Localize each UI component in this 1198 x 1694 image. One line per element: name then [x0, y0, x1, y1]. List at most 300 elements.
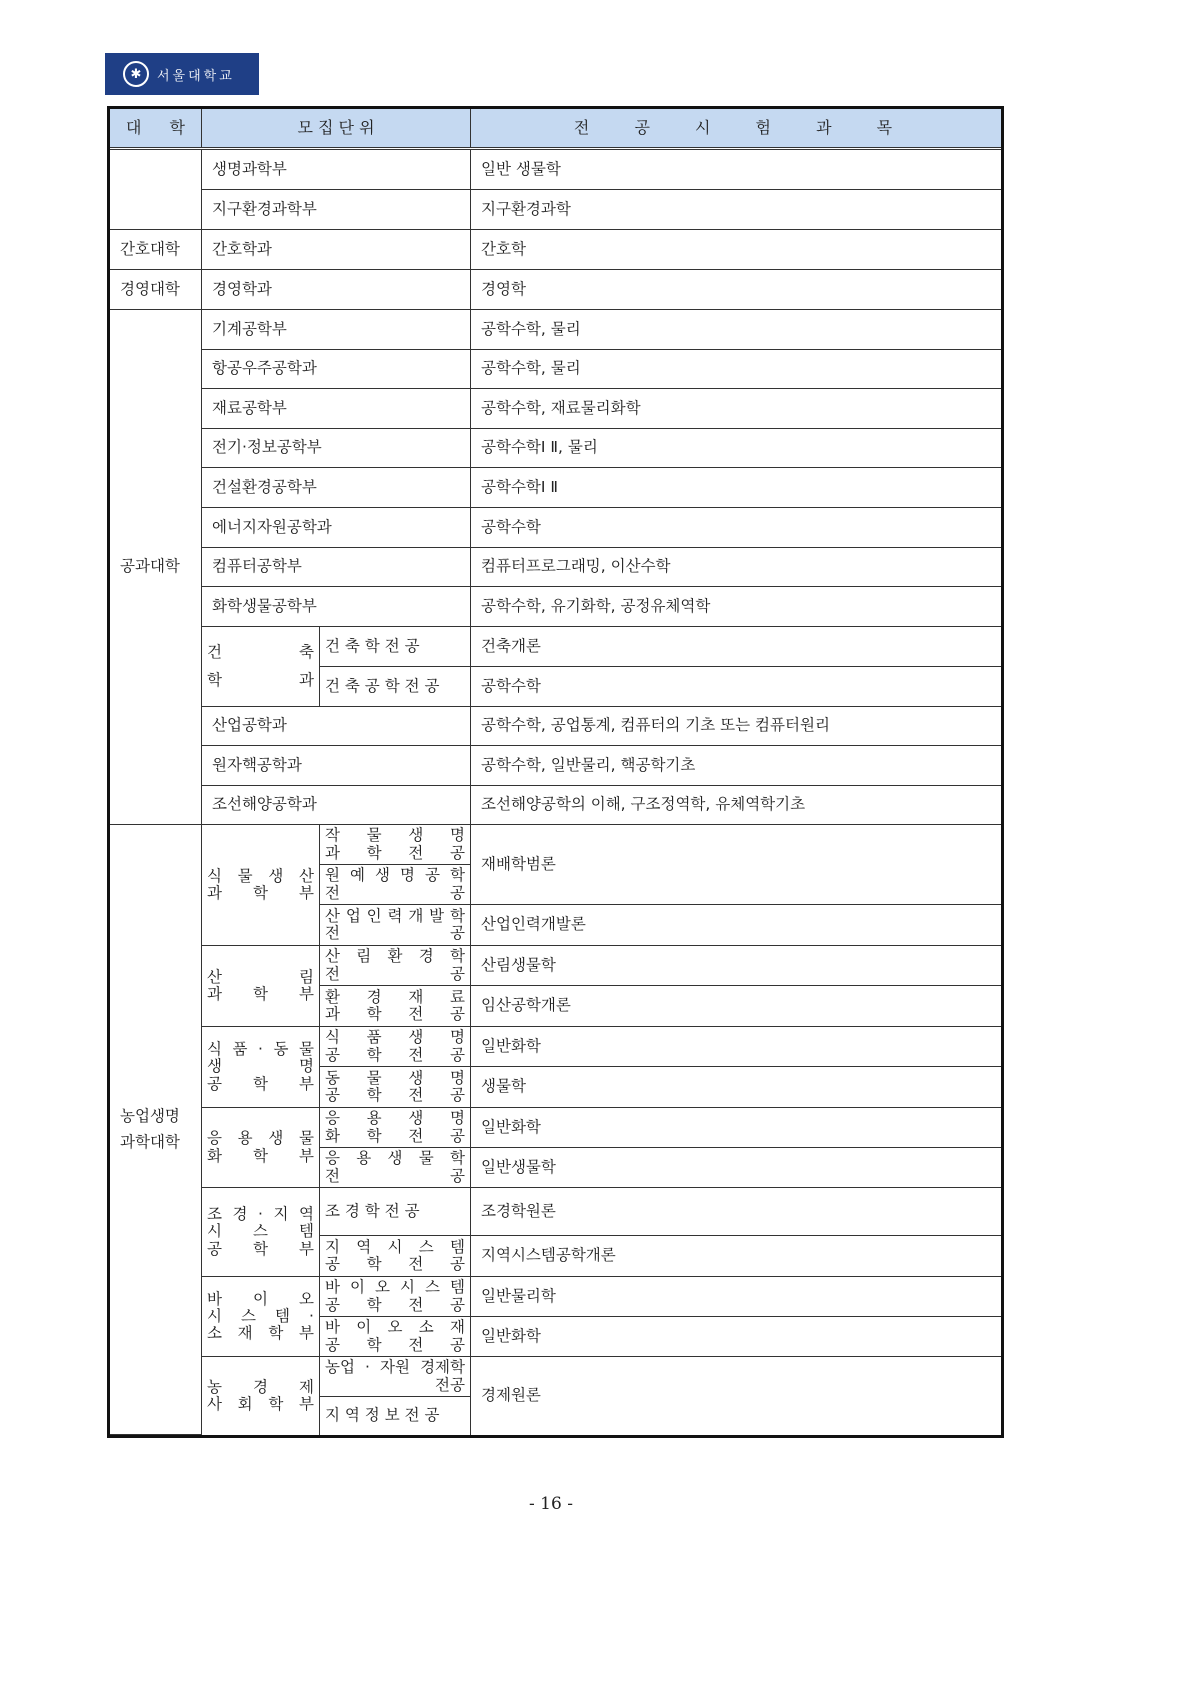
syllable: 사 — [207, 1395, 222, 1413]
syllable: 지 — [273, 1205, 289, 1224]
syllable: 명 — [450, 1068, 465, 1087]
syllable: · — [309, 1306, 314, 1325]
syllable: · — [365, 1358, 370, 1377]
syllable: 력 — [387, 906, 403, 925]
unit-line-text — [207, 1325, 314, 1342]
major-line — [325, 1110, 465, 1127]
syllable: 화 — [207, 1146, 222, 1165]
unit-line-text — [207, 1223, 314, 1240]
syllable: 과 — [207, 884, 222, 902]
syllable: 스 — [425, 1278, 440, 1297]
subject-cell: 공학수학, 물리 — [471, 350, 1001, 389]
major-line — [325, 1377, 465, 1394]
syllable: 부 — [299, 884, 314, 902]
syllable: 품 — [366, 1028, 382, 1047]
syllable: 생 — [408, 1028, 424, 1047]
syllable: 과 — [299, 670, 314, 689]
unit-line — [207, 1076, 314, 1093]
syllable: 템 — [299, 1222, 314, 1241]
syllable: 오 — [375, 1278, 390, 1297]
syllable: 생 — [207, 1057, 222, 1076]
syllable: 경 — [418, 947, 434, 966]
major-line — [325, 948, 465, 965]
unit-line — [207, 1308, 314, 1325]
unit-line — [207, 672, 314, 689]
syllable: 학 — [253, 985, 268, 1003]
syllable: 개 — [408, 906, 424, 925]
syllable: 학 — [253, 884, 268, 902]
syllable: 지 — [325, 1237, 340, 1256]
major-line — [325, 1297, 465, 1314]
unit-cell-agri-econ — [202, 1357, 320, 1435]
syllable: 공 — [450, 1375, 465, 1394]
unit-cell: 건설환경공학부 — [202, 468, 471, 508]
syllable: 학 — [253, 1146, 268, 1165]
syllable: 이 — [350, 1278, 365, 1297]
major-cell: 건 축 공 학 전 공 — [320, 667, 471, 707]
unit-line-text — [207, 1130, 314, 1147]
subject-cell: 조선해양공학의 이해, 구조정역학, 유체역학기초 — [471, 786, 1001, 825]
syllable: 제 — [299, 1377, 314, 1396]
unit-cell: 생명과학부 — [202, 150, 471, 190]
unit-cell: 재료공학부 — [202, 389, 471, 429]
syllable: 식 — [207, 866, 222, 885]
unit-cell: 에너지자원공학과 — [202, 508, 471, 548]
syllable: 오 — [299, 1289, 314, 1308]
syllable: 공 — [450, 1005, 465, 1023]
header-college-text — [126, 119, 185, 137]
unit-line — [207, 1223, 314, 1240]
syllable: 료 — [450, 987, 465, 1006]
syllable: 물 — [299, 1129, 314, 1148]
syllable: 학 — [366, 1005, 382, 1023]
major-cell — [320, 865, 471, 905]
subject-cell: 생물학 — [471, 1067, 1001, 1108]
major-line — [325, 845, 465, 862]
syllable: 명 — [299, 1057, 314, 1076]
syllable: 전 — [408, 1045, 424, 1064]
syllable: 건 — [207, 643, 222, 662]
syllable: 전 — [408, 1086, 424, 1104]
syllable: 응 — [325, 1109, 340, 1128]
syllable: 동 — [273, 1040, 289, 1059]
syllable: 축 — [299, 643, 314, 662]
college-cell: 간호대학 — [110, 230, 202, 270]
major-line — [325, 827, 465, 844]
subject-cell: 일반화학 — [471, 1027, 1001, 1067]
major-line — [325, 885, 465, 902]
unit-line — [207, 1058, 314, 1075]
subject-cell: 임산공학개론 — [471, 986, 1001, 1027]
subject-cell: 공학수학Ⅰ Ⅱ — [471, 468, 1001, 508]
header-college — [110, 109, 202, 147]
syllable: 전 — [325, 964, 340, 983]
college-line: 과학대학 — [120, 1132, 180, 1151]
header-subject — [471, 109, 1001, 147]
major-cell — [320, 905, 471, 946]
syllable: 학 — [366, 843, 382, 862]
unit-line-text — [207, 672, 314, 689]
unit-line — [207, 1130, 314, 1147]
major-line — [325, 1029, 465, 1046]
unit-line-text — [207, 986, 314, 1003]
syllable: 전 — [408, 1255, 424, 1273]
syllable: 재 — [237, 1324, 253, 1343]
major-line — [325, 1359, 465, 1376]
syllable: 환 — [325, 987, 340, 1006]
syllable: 경 — [253, 1377, 268, 1396]
header-unit-text: 모 집 단 위 — [297, 117, 375, 137]
syllable: 산 — [325, 906, 340, 925]
syllable: 부 — [299, 1395, 314, 1413]
subject-cell: 일반화학 — [471, 1317, 1001, 1357]
major-line — [325, 1279, 465, 1296]
syllable: 과 — [325, 843, 340, 862]
major-line — [325, 966, 465, 983]
syllable: 부 — [299, 1074, 314, 1093]
unit-cell: 경영학과 — [202, 270, 471, 310]
syllable: 학 — [366, 1126, 382, 1145]
college-line: 농업생명 — [120, 1106, 180, 1125]
syllable: 역 — [299, 1205, 314, 1224]
major-cell — [320, 1067, 471, 1108]
major-line — [325, 1070, 465, 1087]
syllable: 공 — [325, 1086, 340, 1104]
major-line — [325, 908, 465, 925]
syllable: 학 — [450, 947, 465, 966]
unit-line — [207, 1325, 314, 1342]
unit-line-text — [207, 1058, 314, 1075]
subject-cell: 공학수학Ⅰ Ⅱ, 물리 — [471, 429, 1001, 468]
syllable: 회 — [237, 1395, 253, 1413]
syllable: 시 — [207, 1306, 222, 1325]
subject-cell: 공학수학, 공업통계, 컴퓨터의 기초 또는 컴퓨터원리 — [471, 707, 1001, 746]
syllable: 경 — [366, 987, 382, 1006]
syllable: 이 — [356, 1318, 372, 1337]
syllable: 시 — [207, 1222, 222, 1241]
syllable: 공 — [450, 1295, 465, 1314]
syllable: 화 — [325, 1126, 340, 1145]
unit-line — [207, 868, 314, 885]
subject-cell: 일반생물학 — [471, 1148, 1001, 1188]
subject-cell: 컴퓨터프로그래밍, 이산수학 — [471, 548, 1001, 587]
syllable: 환 — [387, 947, 403, 966]
syllable: 전 — [408, 1005, 424, 1023]
syllable: 시 — [400, 1278, 415, 1297]
syllable: 공 — [450, 1045, 465, 1064]
subject-cell: 간호학 — [471, 230, 1001, 270]
syllable: 학 — [366, 1045, 382, 1064]
syllable: 과 — [325, 1005, 340, 1023]
unit-line-text — [207, 1379, 314, 1396]
syllable: 물 — [366, 826, 382, 845]
subject-cell: 공학수학, 유기화학, 공정유체역학 — [471, 587, 1001, 627]
syllable: 생 — [408, 1109, 424, 1128]
subject-cell: 경제원론 — [481, 1386, 541, 1405]
syllable: 학 — [366, 1255, 382, 1273]
syllable: 물 — [237, 866, 253, 885]
header-unit — [202, 109, 471, 147]
syllable: 부 — [299, 1146, 314, 1165]
syllable: 대 — [126, 117, 142, 137]
subject-cell: 산림생물학 — [471, 946, 1001, 986]
unit-cell-forest — [202, 946, 320, 1027]
syllable: 공 — [207, 1074, 222, 1093]
major-line — [325, 1047, 465, 1064]
unit-line-text — [207, 1076, 314, 1093]
major-cell — [320, 1277, 471, 1317]
syllable: 생 — [408, 826, 424, 845]
major-line — [325, 1319, 465, 1336]
syllable: 부 — [299, 1324, 314, 1343]
syllable: 부 — [299, 985, 314, 1003]
unit-cell-biosystems — [202, 1277, 320, 1357]
unit-cell: 산업공학과 — [202, 707, 471, 746]
major-line — [325, 1150, 465, 1167]
unit-line-text — [207, 969, 314, 986]
syllable: 소 — [207, 1324, 222, 1343]
subject-cell: 공학수학 — [471, 508, 1001, 548]
syllable: 공 — [325, 1295, 340, 1314]
syllable: 재 — [450, 1318, 465, 1337]
syllable: 생 — [375, 866, 390, 885]
logo-text: 서울대학교 — [157, 68, 235, 84]
unit-cell: 기계공학부 — [202, 310, 471, 350]
major-cell — [320, 986, 471, 1027]
unit-line-text — [207, 1396, 314, 1413]
syllable: 조 — [207, 1205, 222, 1224]
unit-line — [207, 986, 314, 1003]
unit-line — [207, 885, 314, 902]
syllable: 과 — [207, 985, 222, 1003]
syllable: 학 — [366, 1086, 382, 1104]
major-cell: 조 경 학 전 공 — [320, 1188, 471, 1236]
syllable: 공 — [325, 1045, 340, 1064]
unit-line — [207, 1041, 314, 1058]
syllable: 전 — [325, 883, 340, 902]
major-cell: 지 역 정 보 전 공 — [320, 1397, 471, 1435]
syllable: 산 — [325, 947, 340, 966]
unit-line — [207, 1379, 314, 1396]
college-cell-engineering: 공과대학 — [110, 310, 202, 825]
subject-cell: 조경학원론 — [471, 1188, 1001, 1236]
unit-line — [207, 1291, 314, 1308]
syllable: 스 — [253, 1222, 268, 1241]
major-cell — [320, 1357, 471, 1397]
unit-cell: 화학생물공학부 — [202, 587, 471, 627]
unit-line-text — [207, 868, 314, 885]
syllable: 학 — [268, 1395, 284, 1413]
unit-line-text — [207, 1041, 314, 1058]
syllable: 용 — [237, 1129, 253, 1148]
syllable: 부 — [299, 1239, 314, 1258]
syllable: 용 — [366, 1109, 382, 1128]
syllable: 학 — [253, 1074, 268, 1093]
syllable: 학 — [449, 906, 465, 925]
unit-cell: 컴퓨터공학부 — [202, 548, 471, 587]
unit-cell-applied — [202, 1108, 320, 1188]
major-cell — [320, 1317, 471, 1357]
syllable: 생 — [268, 866, 284, 885]
major-line — [325, 1128, 465, 1145]
subject-cell: 지구환경과학 — [471, 190, 1001, 230]
syllable: 학 — [268, 1324, 284, 1343]
major-line — [325, 1239, 465, 1256]
unit-cell: 원자핵공학과 — [202, 746, 471, 786]
syllable: 농 — [207, 1377, 222, 1396]
syllable: 학 — [450, 1149, 465, 1168]
syllable: 경제학 — [420, 1358, 465, 1377]
syllable: 경 — [232, 1205, 248, 1224]
syllable: 공 — [450, 883, 465, 902]
unit-cell-architecture — [202, 627, 320, 707]
major-line — [325, 989, 465, 1006]
syllable: 물 — [366, 1068, 382, 1087]
subject-cell: 산업인력개발론 — [471, 905, 1001, 946]
unit-line-text — [207, 644, 314, 661]
unit-cell: 간호학과 — [202, 230, 471, 270]
syllable: 자원 — [380, 1358, 410, 1377]
syllable: 명 — [450, 1109, 465, 1128]
syllable: 공 — [325, 1335, 340, 1354]
college-blank — [110, 150, 202, 230]
syllable: 명 — [450, 1028, 465, 1047]
syllable: 오 — [387, 1318, 403, 1337]
syllable: 응 — [207, 1129, 222, 1148]
syllable: 전 — [435, 1375, 451, 1394]
major-line — [325, 1337, 465, 1354]
subject-cell: 일반물리학 — [471, 1277, 1001, 1317]
syllable: 식 — [325, 1028, 340, 1047]
major-cell — [320, 1148, 471, 1188]
syllable: 작 — [325, 826, 340, 845]
syllable: 인 — [366, 906, 382, 925]
syllable: 공 — [325, 1255, 340, 1273]
syllable: 전 — [408, 1335, 424, 1354]
syllable: 물 — [418, 1149, 434, 1168]
major-line — [325, 1006, 465, 1023]
syllable: 공 — [425, 866, 440, 885]
page-number: - 16 - — [529, 1494, 573, 1514]
syllable: 공 — [450, 964, 465, 983]
syllable: 공 — [450, 843, 465, 862]
syllable: 림 — [356, 947, 372, 966]
syllable: 공 — [450, 1166, 465, 1185]
major-line — [325, 1087, 465, 1104]
college-cell: 경영대학 — [110, 270, 202, 310]
syllable: 업 — [345, 906, 361, 925]
syllable: 바 — [325, 1278, 340, 1297]
subject-cell: 공학수학, 일반물리, 핵공학기초 — [471, 746, 1001, 786]
major-cell — [320, 1108, 471, 1148]
exam-subject-table — [107, 106, 1004, 1438]
syllable: 생 — [408, 1068, 424, 1087]
syllable: 생 — [268, 1129, 284, 1148]
unit-line — [207, 1241, 314, 1258]
syllable: 템 — [450, 1278, 465, 1297]
syllable: 공 — [450, 1086, 465, 1104]
subject-cell: 지역시스템공학개론 — [471, 1236, 1001, 1277]
syllable: 예 — [350, 866, 365, 885]
unit-line — [207, 1206, 314, 1223]
major-line — [325, 1168, 465, 1185]
unit-line-text — [207, 1241, 314, 1258]
unit-line-text — [207, 1291, 314, 1308]
major-cell: 건 축 학 전 공 — [320, 627, 471, 667]
university-logo — [105, 53, 259, 95]
syllable: 산 — [299, 866, 314, 885]
syllable: 공 — [207, 1239, 222, 1258]
unit-line-text — [207, 1206, 314, 1223]
syllable: 전 — [408, 843, 424, 862]
unit-cell: 항공우주공학과 — [202, 350, 471, 389]
unit-cell-landscape — [202, 1188, 320, 1277]
header-college-label — [120, 119, 191, 137]
unit-line — [207, 969, 314, 986]
syllable: 역 — [356, 1237, 372, 1256]
syllable: 공 — [450, 1255, 465, 1273]
syllable: 이 — [253, 1289, 268, 1308]
syllable: 발 — [429, 906, 445, 925]
subject-cell: 재배학범론 — [471, 825, 1001, 905]
syllable: 학 — [207, 670, 222, 689]
syllable: 명 — [450, 826, 465, 845]
syllable: 학 — [450, 866, 465, 885]
syllable: 동 — [325, 1068, 340, 1087]
syllable: 전 — [408, 1126, 424, 1145]
syllable: 공 — [450, 924, 465, 942]
subject-cell: 일반 생물학 — [471, 150, 1001, 190]
syllable: 공 — [450, 1126, 465, 1145]
syllable: 재 — [408, 987, 424, 1006]
syllable: 전 — [325, 924, 340, 942]
unit-line — [207, 644, 314, 661]
unit-cell-food — [202, 1027, 320, 1108]
unit-cell-plant — [202, 825, 320, 946]
major-line — [325, 925, 465, 942]
college-cell-agriculture — [110, 825, 202, 1435]
major-cell — [320, 1236, 471, 1277]
syllable: 전 — [325, 1166, 340, 1185]
syllable: 전 — [408, 1295, 424, 1314]
syllable: 바 — [325, 1318, 340, 1337]
subject-cell: 공학수학 — [471, 667, 1001, 707]
syllable: 품 — [232, 1040, 248, 1059]
major-cell — [320, 1027, 471, 1067]
syllable: 시 — [387, 1237, 403, 1256]
subject-cell: 공학수학, 재료물리화학 — [471, 389, 1001, 429]
syllable: 식 — [207, 1040, 222, 1059]
syllable: 용 — [356, 1149, 372, 1168]
syllable: 명 — [400, 866, 415, 885]
unit-cell: 지구환경과학부 — [202, 190, 471, 230]
major-line — [325, 867, 465, 884]
unit-line — [207, 1396, 314, 1413]
unit-cell: 조선해양공학과 — [202, 786, 471, 825]
university-emblem-icon: ✱ — [123, 61, 149, 87]
unit-line-text — [207, 1148, 314, 1165]
subject-cell: 공학수학, 물리 — [471, 310, 1001, 350]
syllable: 스 — [241, 1306, 256, 1325]
syllable: · — [258, 1040, 263, 1059]
syllable: 공 — [450, 1335, 465, 1354]
major-cell — [320, 825, 471, 865]
syllable: 스 — [418, 1237, 434, 1256]
unit-cell: 전기·정보공학부 — [202, 429, 471, 468]
syllable: 응 — [325, 1149, 340, 1168]
subject-cell: 건축개론 — [471, 627, 1001, 667]
syllable: 학 — [366, 1295, 382, 1314]
